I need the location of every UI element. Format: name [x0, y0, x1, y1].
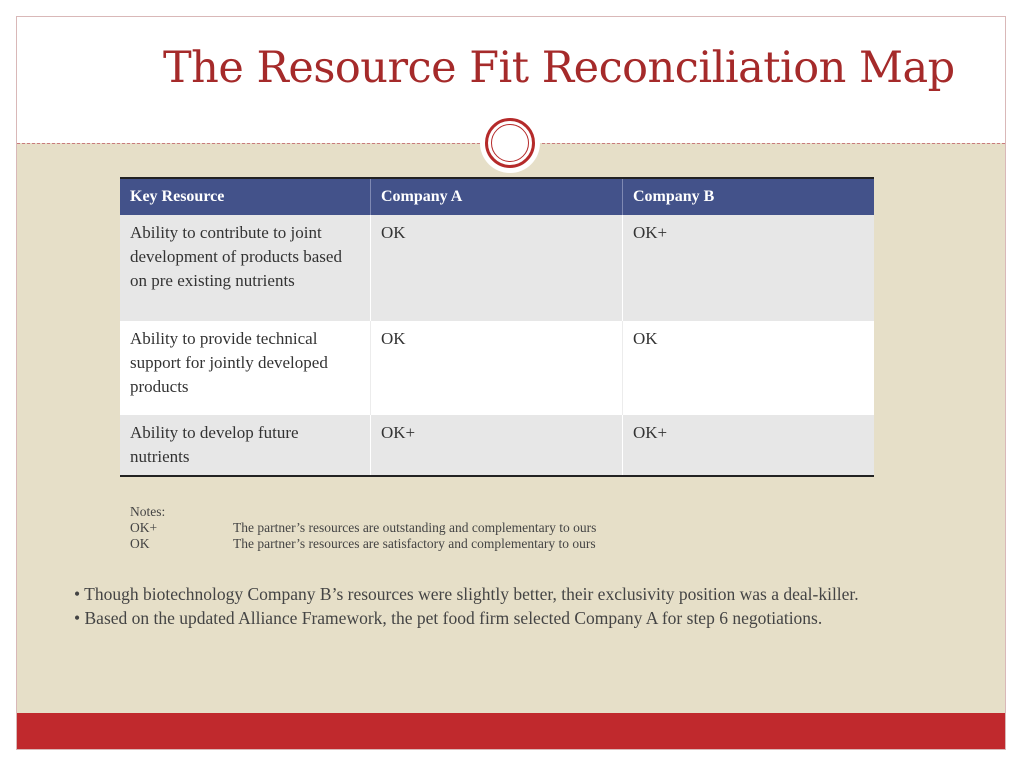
slide — [16, 16, 1006, 750]
footer-bar — [17, 713, 1005, 749]
cell-company-b: OK+ — [623, 415, 875, 476]
table-row — [120, 321, 874, 415]
cell-key-resource: Ability to contribute to joint development of products based on pre existing nutrients — [120, 215, 371, 321]
cell-key-resource: Ability to provide technical support for jointly developed products — [120, 321, 371, 415]
table-row — [120, 215, 874, 321]
bullet-item: • Based on the updated Alliance Framework, the pet food firm selected Company A for step 6 negotiations. — [74, 608, 823, 628]
cell-company-a: OK — [371, 215, 623, 321]
table-header-row — [120, 178, 874, 215]
note-item — [130, 520, 596, 536]
cell-company-b: OK — [623, 321, 875, 415]
bullet-item: • Though biotechnology Company B’s resources were slightly better, their exclusivity position was a deal-killer. — [74, 584, 859, 604]
note-text: The partner’s resources are outstanding and complementary to ours — [233, 520, 597, 535]
header-company-a: Company A — [371, 178, 623, 215]
header-key-resource: Key Resource — [120, 178, 371, 215]
notes-heading: Notes: — [130, 504, 166, 519]
cell-company-b: OK+ — [623, 215, 875, 321]
note-key: OK+ — [130, 520, 158, 535]
circle-ornament-icon — [480, 113, 540, 173]
slide-title: The Resource Fit Reconciliation Map — [163, 43, 955, 93]
note-key: OK — [130, 536, 150, 551]
resource-fit-table — [120, 177, 874, 477]
notes — [130, 504, 596, 552]
cell-company-a: OK+ — [371, 415, 623, 476]
cell-key-resource: Ability to develop future nutrients — [120, 415, 371, 476]
header-company-b: Company B — [623, 178, 875, 215]
table-row — [120, 415, 874, 476]
cell-company-a: OK — [371, 321, 623, 415]
note-item — [130, 536, 596, 552]
note-text: The partner’s resources are satisfactory and complementary to ours — [233, 536, 596, 551]
bullet-list — [74, 582, 924, 630]
